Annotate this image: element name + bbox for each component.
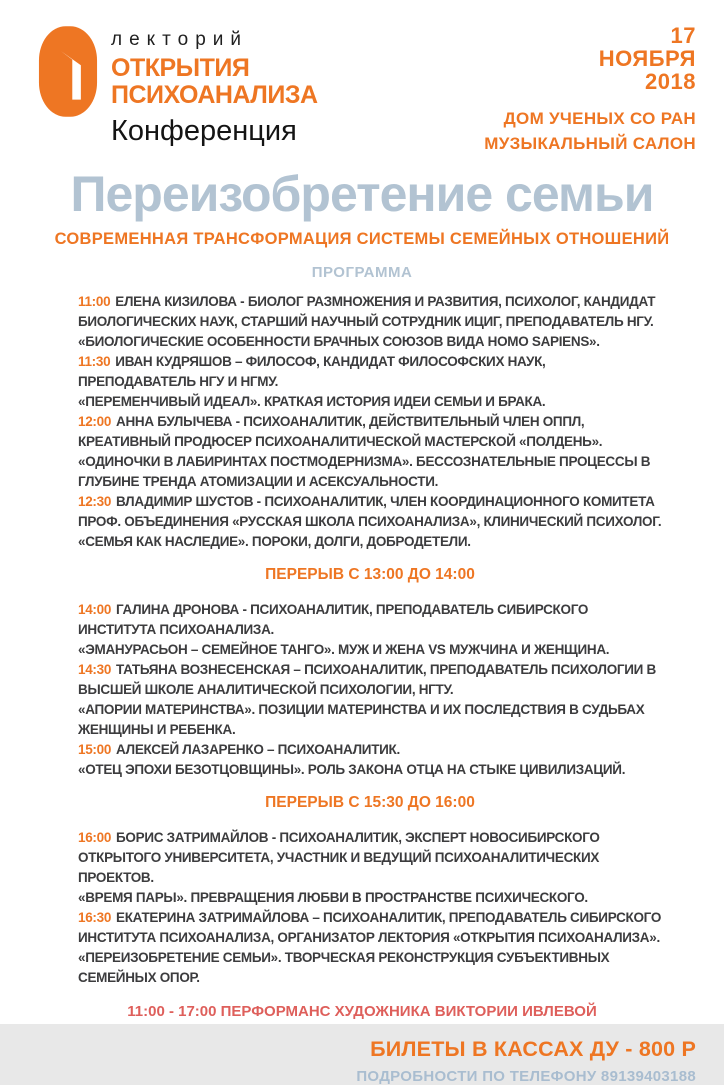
venue-block: [484, 106, 696, 156]
event-type-label: Конференция: [111, 115, 297, 147]
venue-line1: ДОМ УЧЕНЫХ СО РАН: [503, 109, 696, 128]
open-door-logo-icon: [38, 24, 98, 119]
entry-speaker: БОРИС ЗАТРИМАЙЛОВ - ПСИХОАНАЛИТИК, ЭКСПЕРТ НОВОСИБИРСКОГО ОТКРЫТОГО УНИВЕРСИТЕТА, УЧАСТНИК И ВЕДУЩИЙ ПСИХОАНАЛИТИЧЕСКИХ ПРОЕКТОВ.: [78, 830, 600, 885]
entry-time: 14:00: [78, 602, 112, 617]
program-entry: [78, 660, 662, 740]
entry-time: 15:00: [78, 742, 112, 757]
program-entry: [78, 908, 662, 988]
entry-talk-title: «ОДИНОЧКИ В ЛАБИРИНТАХ ПОСТМОДЕРНИЗМА». БЕССОЗНАТЕЛЬНЫЕ ПРОЦЕССЫ В ГЛУБИНЕ ТРЕНДА АТОМИЗАЦИИ И АСЕКСУАЛЬНОСТИ.: [78, 454, 651, 489]
entry-speaker: АЛЕКСЕЙ ЛАЗАРЕНКО – ПСИХОАНАЛИТИК.: [116, 742, 400, 757]
entry-talk-title: «СЕМЬЯ КАК НАСЛЕДИЕ». ПОРОКИ, ДОЛГИ, ДОБРОДЕТЕЛИ.: [78, 534, 471, 549]
entry-time: 12:00: [78, 414, 112, 429]
entry-time: 12:30: [78, 494, 112, 509]
entry-speaker: АННА БУЛЫЧЕВА - ПСИХОАНАЛИТИК, ДЕЙСТВИТЕЛЬНЫЙ ЧЛЕН ОППЛ, КРЕАТИВНЫЙ ПРОДЮСЕР ПСИХОАНАЛИТИЧЕСКОЙ МАСТЕРСКОЙ «ПОЛДЕНЬ».: [78, 414, 603, 449]
venue-line2: МУЗЫКАЛЬНЫЙ САЛОН: [484, 134, 696, 153]
entry-time: 16:30: [78, 910, 112, 925]
program-entry: [78, 600, 662, 660]
poster-header: [0, 24, 724, 156]
entry-talk-title: «ВРЕМЯ ПАРЫ». ПРЕВРАЩЕНИЯ ЛЮБВИ В ПРОСТРАНСТВЕ ПСИХИЧЕСКОГО.: [78, 890, 588, 905]
entry-speaker: ВЛАДИМИР ШУСТОВ - ПСИХОАНАЛИТИК, ЧЛЕН КООРДИНАЦИОННОГО КОМИТЕТА ПРОФ. ОБЪЕДИНЕНИЯ «РУССКАЯ ШКОЛА ПСИХОАНАЛИЗА», КЛИНИЧЕСКИЙ ПСИХОЛОГ.: [78, 494, 662, 529]
entry-time: 16:00: [78, 830, 112, 845]
program-entry: [78, 292, 662, 352]
poster-subtitle: СОВРЕМЕННАЯ ТРАНСФОРМАЦИЯ СИСТЕМЫ СЕМЕЙНЫХ ОТНОШЕНИЙ: [54, 230, 670, 248]
phone-details: ПОДРОБНОСТИ ПО ТЕЛЕФОНУ 89139403188: [356, 1068, 696, 1085]
program-entry: [78, 412, 662, 492]
poster-title: Переизобретение семьи: [70, 166, 654, 222]
event-date-year: 2018: [645, 69, 696, 94]
entry-time: 11:00: [78, 294, 111, 309]
entry-time: 14:30: [78, 662, 112, 677]
entry-speaker: ИВАН КУДРЯШОВ – ФИЛОСОФ, КАНДИДАТ ФИЛОСОФСКИХ НАУК, ПРЕПОДАВАТЕЛЬ НГУ И НГМУ.: [78, 354, 546, 389]
entry-talk-title: «ПЕРЕИЗОБРЕТЕНИЕ СЕМЬИ». ТВОРЧЕСКАЯ РЕКОНСТРУКЦИЯ СУБЪЕКТИВНЫХ СЕМЕЙНЫХ ОПОР.: [78, 950, 610, 985]
event-date-month: НОЯБРЯ: [598, 46, 696, 71]
poster-footer: [0, 1037, 724, 1085]
entry-speaker: ТАТЬЯНА ВОЗНЕСЕНСКАЯ – ПСИХОАНАЛИТИК, ПРЕПОДАВАТЕЛЬ ПСИХОЛОГИИ В ВЫСШЕЙ ШКОЛЕ АНАЛИТИЧЕСКОЙ ПСИХОЛОГИИ, НГТУ.: [78, 662, 656, 697]
brand-name-line2: ПСИХОАНАЛИЗА: [111, 81, 318, 109]
series-label: лекторий: [111, 29, 249, 50]
entry-time: 11:30: [78, 354, 111, 369]
entry-talk-title: «ПЕРЕМЕНЧИВЫЙ ИДЕАЛ». КРАТКАЯ ИСТОРИЯ ИДЕИ СЕМЬИ И БРАКА.: [78, 394, 546, 409]
program-entry: [78, 492, 662, 552]
brand-block: [38, 24, 318, 148]
program-entry: [78, 352, 662, 412]
program-entry: [78, 740, 662, 780]
entry-speaker: ГАЛИНА ДРОНОВА - ПСИХОАНАЛИТИК, ПРЕПОДАВАТЕЛЬ СИБИРСКОГО ИНСТИТУТА ПСИХОАНАЛИЗА.: [78, 602, 589, 637]
program-break: ПЕРЕРЫВ С 15:30 ДО 16:00: [265, 794, 475, 811]
program-entry: [78, 828, 662, 908]
entry-speaker: ЕЛЕНА КИЗИЛОВА - БИОЛОГ РАЗМНОЖЕНИЯ И РАЗВИТИЯ, ПСИХОЛОГ, КАНДИДАТ БИОЛОГИЧЕСКИХ НАУК, СТАРШИЙ НАУЧНЫЙ СОТРУДНИК ИЦИГ, ПРЕПОДАВАТЕЛЬ НГУ.: [78, 294, 656, 329]
entry-talk-title: «АПОРИИ МАТЕРИНСТВА». ПОЗИЦИИ МАТЕРИНСТВА И ИХ ПОСЛЕДСТВИЯ В СУДЬБАХ ЖЕНЩИНЫ И РЕБЕНКА.: [78, 702, 645, 737]
tickets-info: БИЛЕТЫ В КАССАХ ДУ - 800 Р: [370, 1037, 696, 1061]
program-break: ПЕРЕРЫВ С 13:00 ДО 14:00: [265, 566, 475, 583]
program-heading: ПРОГРАММА: [311, 264, 413, 281]
entry-talk-title: «ОТЕЦ ЭПОХИ БЕЗОТЦОВЩИНЫ». РОЛЬ ЗАКОНА ОТЦА НА СТЫКЕ ЦИВИЛИЗАЦИЙ.: [78, 762, 626, 777]
entry-talk-title: «ЭМАНУРАСЬОН – СЕМЕЙНОЕ ТАНГО». МУЖ И ЖЕНА VS МУЖЧИНА И ЖЕНЩИНА.: [78, 642, 610, 657]
brand-text: [111, 24, 318, 148]
entry-talk-title: «БИОЛОГИЧЕСКИЕ ОСОБЕННОСТИ БРАЧНЫХ СОЮЗОВ ВИДА HOMO SAPIENS».: [78, 334, 600, 349]
program-list: [0, 281, 724, 988]
event-date-day: 17: [670, 23, 696, 48]
entry-speaker: ЕКАТЕРИНА ЗАТРИМАЙЛОВА – ПСИХОАНАЛИТИК, ПРЕПОДАВАТЕЛЬ СИБИРСКОГО ИНСТИТУТА ПСИХОАНАЛИЗА, ОРГАНИЗАТОР ЛЕКТОРИЯ «ОТКРЫТИЯ ПСИХОАНАЛИЗА».: [78, 910, 662, 945]
date-venue-block: [484, 24, 696, 156]
performance-note: 11:00 - 17:00 ПЕРФОРМАНС ХУДОЖНИКА ВИКТОРИИ ИВЛЕВОЙ: [127, 1003, 597, 1020]
brand-name-line1: ОТКРЫТИЯ: [111, 54, 250, 82]
